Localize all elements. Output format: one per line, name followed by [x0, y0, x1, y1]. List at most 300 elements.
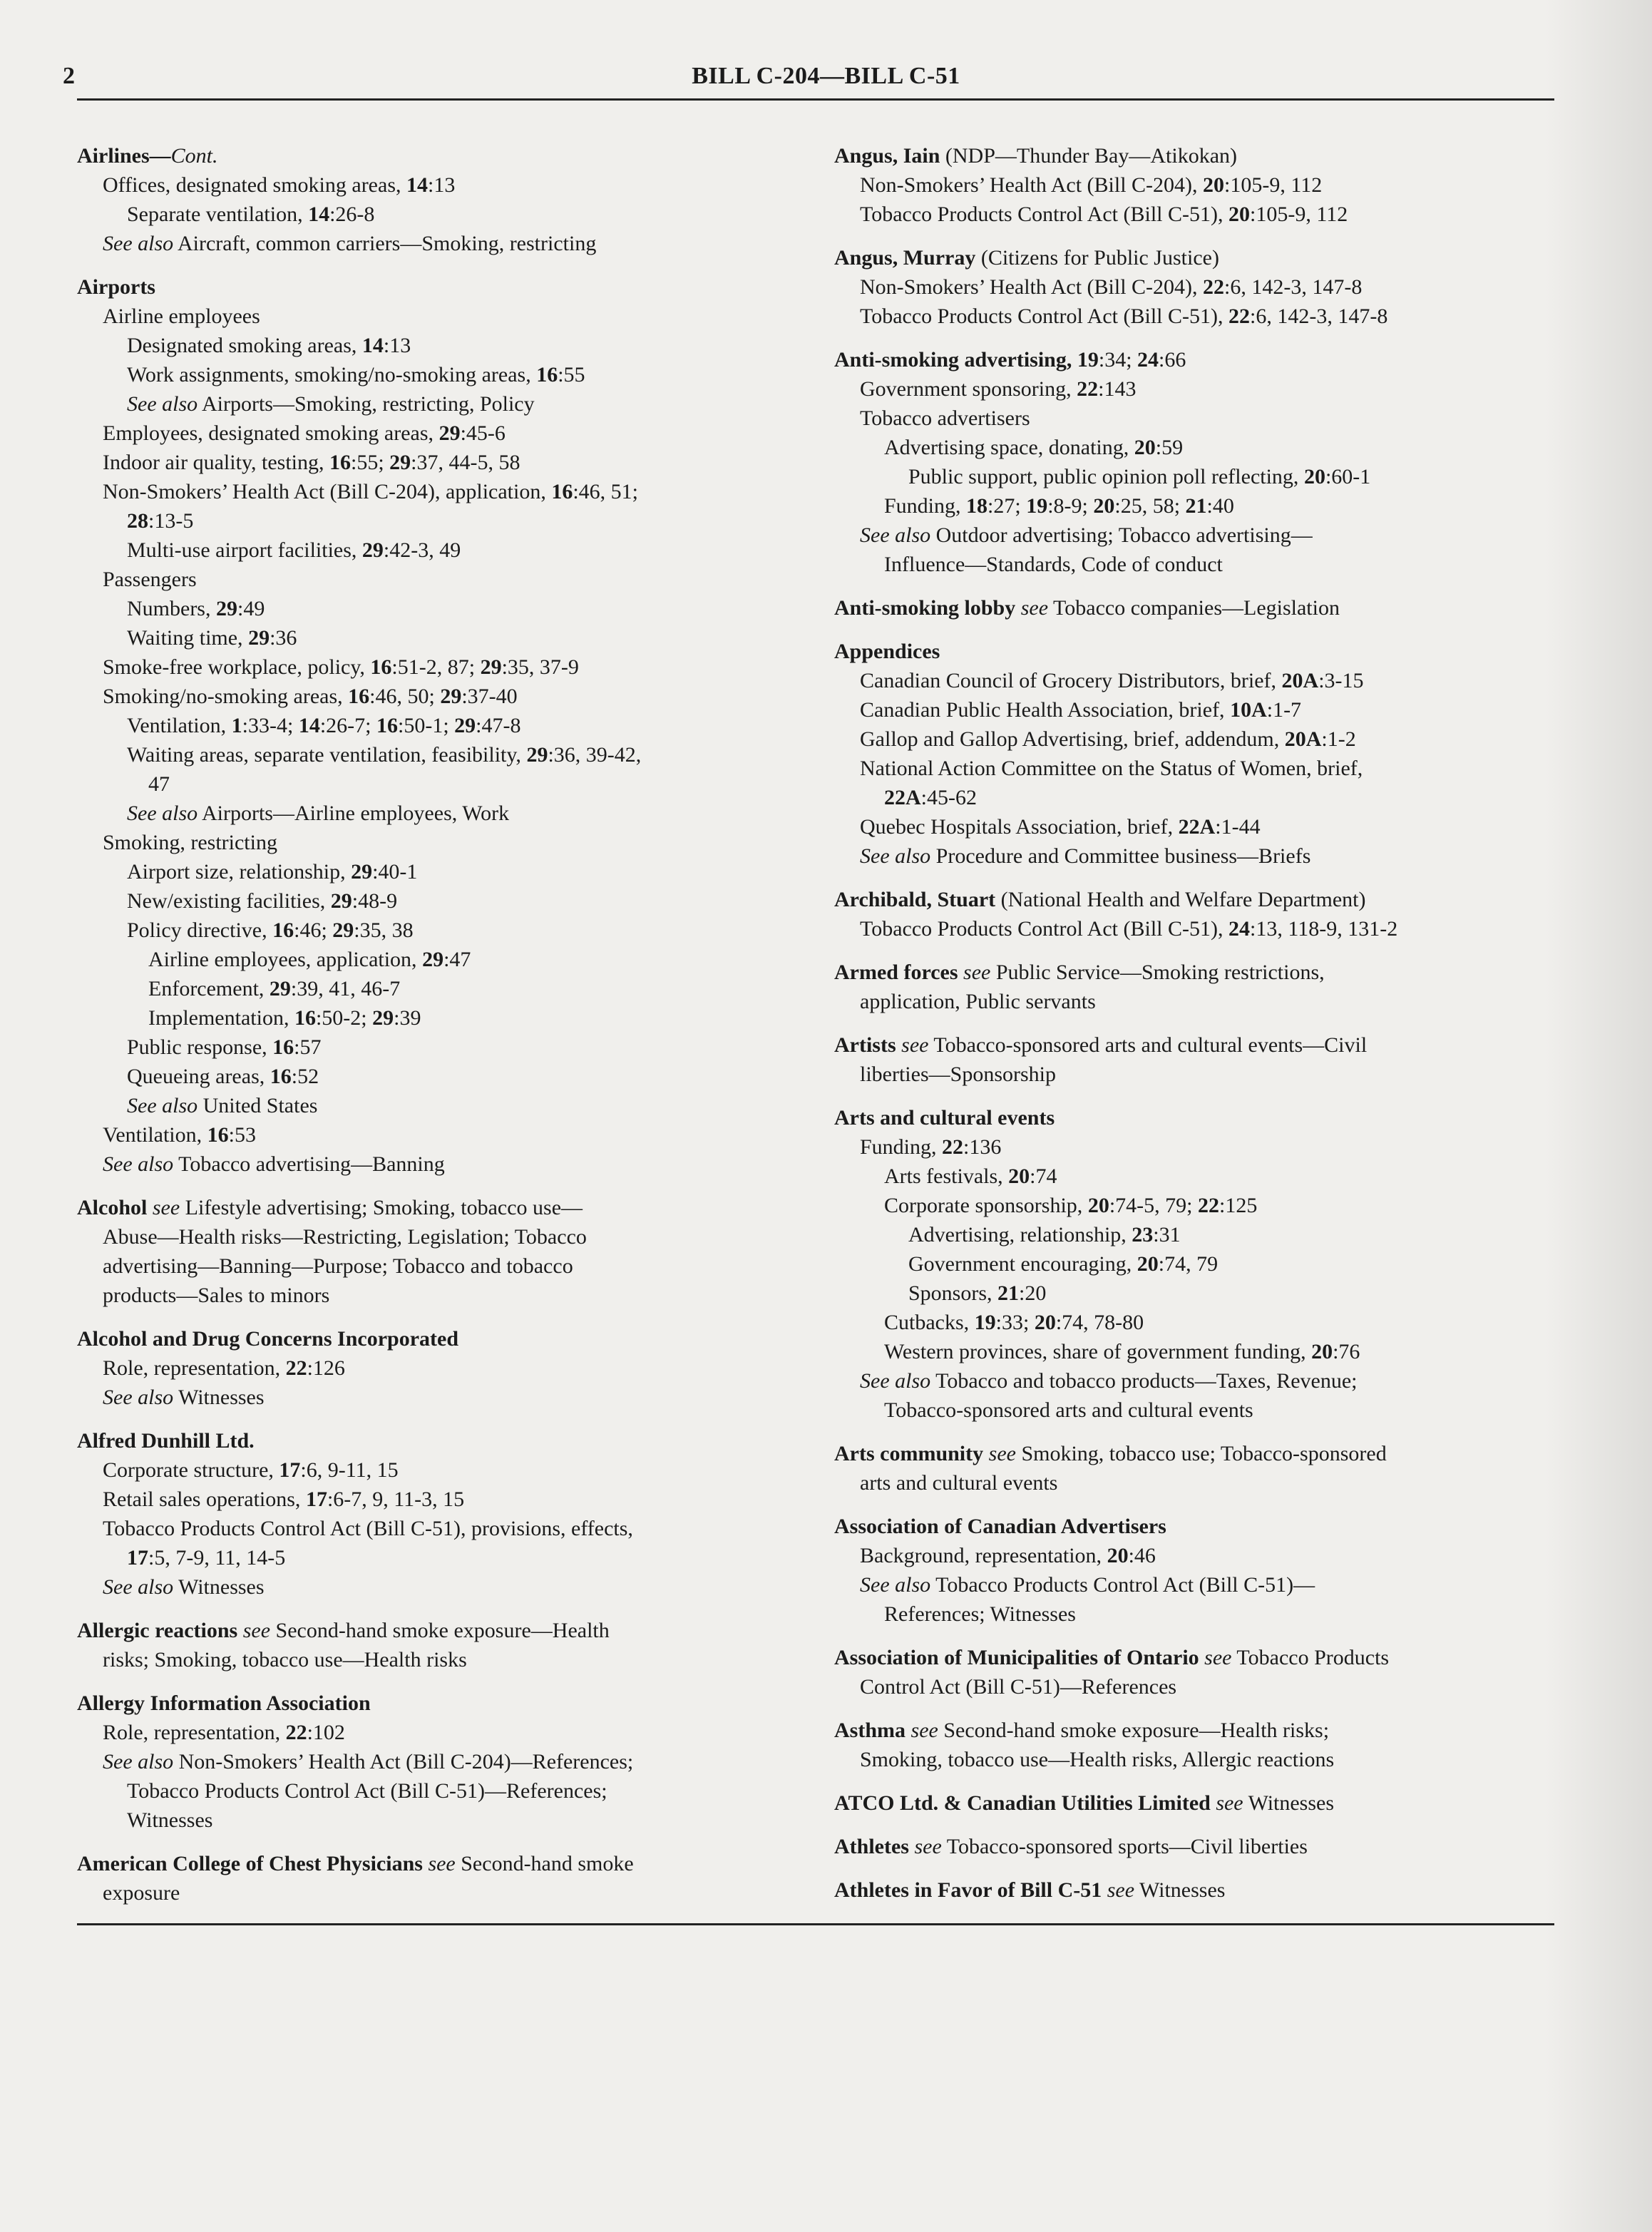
text-run: Tobacco Products Control Act (Bill C-51), [860, 203, 1229, 226]
text-run: References; Witnesses [884, 1602, 1076, 1626]
page-edge-shadow [1545, 0, 1652, 2232]
text-run: :36, 39-42, [548, 743, 642, 767]
italic-text: see [428, 1852, 456, 1875]
bold-text: Arts community [834, 1442, 984, 1465]
text-run: Canadian Council of Grocery Distributors, brief, [860, 669, 1282, 692]
bold-text: Airlines— [77, 144, 171, 168]
text-run: Airline employees, application, [148, 948, 423, 971]
text-run: :60-1 [1325, 465, 1371, 488]
entry-subline [77, 389, 790, 419]
entry-subline [77, 1003, 790, 1033]
text-run: Policy directive, [127, 918, 273, 942]
text-run: United States [197, 1094, 318, 1117]
index-entry [834, 1716, 1554, 1774]
bold-text: 14 [406, 173, 428, 197]
text-run [147, 1196, 153, 1219]
footer-rule [77, 1923, 1554, 1925]
italic-text: Cont. [170, 144, 218, 168]
right-index-column [834, 141, 1554, 1919]
entry-subline [834, 1308, 1554, 1337]
entry-heading [834, 637, 1554, 666]
bold-text: 29 [372, 1006, 394, 1030]
entry-subline [834, 666, 1554, 695]
text-run: Smoking/no-smoking areas, [103, 685, 349, 708]
italic-text: see [1204, 1646, 1232, 1669]
text-run: :74, 79 [1158, 1252, 1219, 1276]
text-run: :50-1; [398, 714, 455, 737]
bold-text: 16 [270, 1065, 292, 1088]
entry-subline [77, 1150, 790, 1179]
bold-text: 16 [551, 480, 573, 503]
entry-subline [77, 594, 790, 623]
text-run: :27; [987, 494, 1027, 518]
index-entry [77, 1689, 790, 1835]
text-run: :33; [995, 1311, 1035, 1334]
text-run: arts and cultural events [860, 1471, 1058, 1495]
text-run: :6, 9-11, 15 [300, 1458, 399, 1482]
entry-subline [77, 1222, 790, 1251]
entry-subline [834, 521, 1554, 550]
entry-heading [77, 141, 790, 170]
entry-heading [834, 141, 1554, 170]
text-run: :45-62 [920, 786, 977, 809]
entry-heading [834, 1512, 1554, 1541]
entry-subline [834, 1745, 1554, 1774]
text-run: Tobacco Products Control Act (Bill C-51)—References; [127, 1779, 607, 1803]
text-run: Airports—Airline employees, Work [197, 802, 510, 825]
index-entry [77, 1193, 790, 1310]
entry-heading [834, 345, 1554, 374]
bold-text: 16 [376, 714, 398, 737]
bold-text: 29 [480, 655, 502, 679]
entry-subline [77, 1806, 790, 1835]
entry-heading [834, 1832, 1554, 1861]
index-entry [77, 1324, 790, 1412]
entry-subline [834, 783, 1554, 812]
entry-subline [834, 1191, 1554, 1220]
bold-text: 14 [308, 203, 330, 226]
bold-text: Allergic reactions [77, 1619, 238, 1642]
entry-subline [834, 1599, 1554, 1629]
text-run: :52 [291, 1065, 319, 1088]
text-run: Influence—Standards, Code of conduct [884, 553, 1223, 576]
text-run: Role, representation, [103, 1356, 286, 1380]
text-run: Advertising space, donating, [884, 436, 1134, 459]
entry-subline [77, 1281, 790, 1310]
entry-heading [834, 1788, 1554, 1818]
text-run: Tobacco Products Control Act (Bill C-51)— [930, 1573, 1315, 1597]
text-run: exposure [103, 1881, 180, 1905]
bold-text: 24 [1228, 917, 1251, 941]
text-run: :59 [1155, 436, 1184, 459]
bold-text: Alcohol [77, 1196, 148, 1219]
bold-text: Anti-smoking advertising, [834, 348, 1077, 372]
italic-text: see [1216, 1791, 1243, 1815]
bold-text: Anti-smoking lobby [834, 596, 1016, 620]
text-run: Witnesses [1243, 1791, 1335, 1815]
text-run: Sponsors, [908, 1281, 998, 1305]
entry-heading [77, 1193, 790, 1222]
bold-text: 17 [279, 1458, 301, 1482]
text-run: :47-8 [476, 714, 521, 737]
entry-subline [834, 695, 1554, 725]
text-run: Retail sales operations, [103, 1488, 306, 1511]
text-run: :136 [963, 1135, 1002, 1159]
bold-text: 22 [942, 1135, 964, 1159]
text-run: Separate ventilation, [127, 203, 309, 226]
text-run: Witnesses [173, 1386, 265, 1409]
bold-text: 20 [1034, 1311, 1056, 1334]
text-run: :13, 118-9, 131-2 [1250, 917, 1398, 941]
text-run: Public response, [127, 1035, 273, 1059]
bold-text: 29 [330, 889, 352, 913]
text-run: Smoking, tobacco use; Tobacco-sponsored [1015, 1442, 1387, 1465]
bold-text: 20 [1203, 173, 1225, 197]
italic-text: See also [860, 523, 931, 547]
entry-subline [77, 536, 790, 565]
bold-text: 22 [285, 1356, 307, 1380]
text-run: :36 [270, 626, 297, 650]
entry-subline [77, 1383, 790, 1412]
text-run: :40 [1206, 494, 1234, 518]
entry-subline [77, 652, 790, 682]
index-entry [77, 1616, 790, 1674]
index-entry [834, 243, 1554, 331]
text-run: :5, 7-9, 11, 14-5 [148, 1546, 286, 1570]
text-run: :46 [1128, 1544, 1156, 1567]
text-run: Non-Smokers’ Health Act (Bill C-204)—References; [173, 1750, 634, 1773]
entry-subline [834, 1366, 1554, 1396]
index-entry [77, 1426, 790, 1602]
italic-text: See also [103, 1750, 174, 1773]
text-run: Offices, designated smoking areas, [103, 173, 406, 197]
text-run: 47 [148, 772, 170, 796]
bold-text: 19 [1077, 348, 1099, 372]
entry-subline [77, 740, 790, 769]
index-entry [834, 1103, 1554, 1425]
text-run: Ventilation, [103, 1123, 207, 1147]
header-rule [77, 98, 1554, 101]
text-run: :31 [1153, 1223, 1181, 1246]
text-run: :57 [294, 1035, 322, 1059]
bold-text: 29 [526, 743, 548, 767]
bold-text: 19 [974, 1311, 996, 1334]
text-run: Indoor air quality, testing, [103, 451, 329, 474]
bold-text: 29 [361, 538, 384, 562]
text-run: :74, 78-80 [1055, 1311, 1144, 1334]
italic-text: See also [860, 1573, 931, 1597]
text-run: :46; [294, 918, 333, 942]
entry-subline [834, 1162, 1554, 1191]
index-entry [77, 1849, 790, 1908]
entry-subline [834, 1249, 1554, 1279]
text-run: Tobacco advertisers [860, 406, 1030, 430]
bold-text: 16 [536, 363, 558, 386]
entry-subline [834, 1468, 1554, 1498]
italic-text: See also [127, 1094, 198, 1117]
entry-heading [834, 1875, 1554, 1905]
text-run: :50-2; [315, 1006, 373, 1030]
bold-text: 20 [1137, 1252, 1159, 1276]
text-run: Waiting time, [127, 626, 249, 650]
bold-text: 21 [1185, 494, 1207, 518]
text-run: :35, 37-9 [501, 655, 579, 679]
entry-subline [77, 331, 790, 360]
bold-text: 29 [440, 685, 462, 708]
entry-subline [77, 682, 790, 711]
text-run: Designated smoking areas, [127, 334, 362, 357]
bold-text: Athletes in Favor of Bill C-51 [834, 1878, 1102, 1902]
bold-text: 17 [305, 1488, 327, 1511]
entry-heading [834, 1439, 1554, 1468]
text-run: Background, representation, [860, 1544, 1107, 1567]
text-run: :45-6 [460, 421, 506, 445]
entry-subline [77, 302, 790, 331]
text-run: :53 [228, 1123, 256, 1147]
text-run: Cutbacks, [884, 1311, 975, 1334]
italic-text: See also [103, 1386, 174, 1409]
entry-subline [834, 404, 1554, 433]
text-run: Arts festivals, [884, 1164, 1009, 1188]
text-run [237, 1619, 243, 1642]
text-run: Airline employees [103, 304, 260, 328]
text-run [1015, 596, 1021, 620]
entry-subline [834, 914, 1554, 943]
bold-text: 16 [294, 1006, 316, 1030]
entry-heading [834, 1103, 1554, 1132]
text-run: :39, 41, 46-7 [290, 977, 401, 1000]
entry-subline [77, 1062, 790, 1091]
entry-subline [77, 916, 790, 945]
entry-subline [834, 1672, 1554, 1701]
bold-text: 29 [454, 714, 476, 737]
bold-text: 16 [329, 451, 351, 474]
text-run: :13-5 [148, 509, 194, 533]
text-run: Abuse—Health risks—Restricting, Legislation; Tobacco [103, 1225, 587, 1249]
bold-text: 22 [1228, 304, 1251, 328]
text-run: Numbers, [127, 597, 216, 620]
index-entry [834, 1512, 1554, 1629]
bold-text: 29 [389, 451, 411, 474]
bold-text: 20 [1303, 465, 1325, 488]
bold-text: Allergy Information Association [77, 1691, 371, 1715]
entry-subline [77, 1878, 790, 1908]
text-run: Tobacco and tobacco products—Taxes, Revenue; [930, 1369, 1358, 1393]
entry-subline [834, 491, 1554, 521]
text-run: Second-hand smoke [455, 1852, 634, 1875]
entry-subline [77, 1718, 790, 1747]
text-run: :105-9, 112 [1224, 173, 1323, 197]
entry-subline [834, 841, 1554, 871]
index-entry [834, 1030, 1554, 1089]
bold-text: 16 [272, 1035, 294, 1059]
text-run: (National Health and Welfare Department) [995, 888, 1366, 911]
text-run: Ventilation, [127, 714, 232, 737]
text-run: Government sponsoring, [860, 377, 1077, 401]
entry-heading [77, 1616, 790, 1645]
text-run: :42-3, 49 [383, 538, 461, 562]
bold-text: Association of Municipalities of Ontario [834, 1646, 1199, 1669]
entry-subline [834, 725, 1554, 754]
entry-subline [77, 1033, 790, 1062]
index-entry [834, 141, 1554, 229]
bold-text: 29 [351, 860, 373, 884]
text-run: Non-Smokers’ Health Act (Bill C-204), [860, 275, 1204, 299]
entry-subline [834, 754, 1554, 783]
bold-text: Athletes [834, 1835, 909, 1858]
bold-text: Appendices [834, 640, 940, 663]
bold-text: ATCO Ltd. & Canadian Utilities Limited [834, 1791, 1211, 1815]
italic-text: see [901, 1033, 929, 1057]
text-run: Public Service—Smoking restrictions, [990, 961, 1325, 984]
text-run: Tobacco-sponsored arts and cultural events—Civil [928, 1033, 1368, 1057]
entry-subline [77, 419, 790, 448]
text-run: :55; [351, 451, 390, 474]
text-run: :1-2 [1321, 727, 1356, 751]
text-run: Airports—Smoking, restricting, Policy [197, 392, 535, 416]
bold-text: 16 [370, 655, 392, 679]
text-run: Non-Smokers’ Health Act (Bill C-204), [860, 173, 1204, 197]
entry-subline [834, 1060, 1554, 1089]
text-run: Tobacco Products Control Act (Bill C-51), [860, 304, 1229, 328]
entry-heading [834, 885, 1554, 914]
italic-text: see [910, 1719, 938, 1742]
text-run: Western provinces, share of government funding, [884, 1340, 1312, 1363]
text-run: Government encouraging, [908, 1252, 1137, 1276]
text-run: :51-2, 87; [391, 655, 481, 679]
text-run: Corporate structure, [103, 1458, 279, 1482]
text-run: :66 [1159, 348, 1186, 372]
italic-text: see [152, 1196, 180, 1219]
text-run: National Action Committee on the Status of Women, brief, [860, 757, 1363, 780]
entry-subline [834, 433, 1554, 462]
bold-text: 20 [1093, 494, 1115, 518]
entry-heading [77, 1324, 790, 1353]
index-entry [834, 1439, 1554, 1498]
entry-heading [834, 593, 1554, 623]
entry-subline [834, 462, 1554, 491]
italic-text: see [1020, 596, 1049, 620]
entry-subline [77, 170, 790, 200]
text-run: Waiting areas, separate ventilation, feasibility, [127, 743, 527, 767]
bold-text: 22A [1178, 815, 1216, 839]
left-index-column [77, 141, 790, 1922]
index-entry [834, 637, 1554, 871]
text-run: :20 [1019, 1281, 1047, 1305]
bold-text: Armed forces [834, 961, 958, 984]
bold-text: Alcohol and Drug Concerns Incorporated [77, 1327, 459, 1351]
bold-text: 14 [361, 334, 384, 357]
entry-subline [834, 812, 1554, 841]
text-run: :55 [558, 363, 585, 386]
text-run: :26-8 [329, 203, 375, 226]
text-run: risks; Smoking, tobacco use—Health risks [103, 1648, 467, 1672]
bold-text: 10A [1230, 698, 1267, 722]
text-run: :37-40 [461, 685, 518, 708]
bold-text: 29 [215, 597, 237, 620]
entry-heading [77, 1689, 790, 1718]
text-run: :74-5, 79; [1109, 1194, 1198, 1217]
bold-text: 29 [248, 626, 270, 650]
text-run: application, Public servants [860, 990, 1096, 1013]
text-run: :3-15 [1318, 669, 1364, 692]
entry-subline [77, 711, 790, 740]
text-run: Control Act (Bill C-51)—References [860, 1675, 1177, 1699]
entry-subline [77, 974, 790, 1003]
text-run: Second-hand smoke exposure—Health risks; [938, 1719, 1330, 1742]
bold-text: 29 [422, 948, 444, 971]
bold-text: 21 [997, 1281, 1020, 1305]
index-entry [77, 272, 790, 1179]
text-run: :8-9; [1047, 494, 1094, 518]
text-run: Gallop and Gallop Advertising, brief, addendum, [860, 727, 1285, 751]
bold-text: 29 [332, 918, 354, 942]
text-run [983, 1442, 989, 1465]
bold-text: Angus, Murray [834, 246, 976, 270]
text-run: liberties—Sponsorship [860, 1063, 1056, 1086]
bold-text: 22 [1197, 1194, 1219, 1217]
bold-text: 20 [1311, 1340, 1333, 1363]
entry-subline [77, 1572, 790, 1602]
text-run [958, 961, 964, 984]
bold-text: Archibald, Stuart [834, 888, 996, 911]
entry-subline [77, 857, 790, 886]
bold-text: 28 [127, 509, 148, 533]
entry-subline [77, 360, 790, 389]
entry-subline [77, 1455, 790, 1485]
entry-subline [77, 828, 790, 857]
text-run: products—Sales to minors [103, 1284, 330, 1307]
text-run: :76 [1333, 1340, 1360, 1363]
entry-heading [834, 243, 1554, 272]
entry-subline [834, 987, 1554, 1016]
entry-heading [77, 272, 790, 302]
entry-heading [77, 1849, 790, 1878]
text-run: :1-7 [1266, 698, 1302, 722]
entry-subline [77, 565, 790, 594]
text-run: :25, 58; [1114, 494, 1186, 518]
entry-subline [834, 272, 1554, 302]
page-title: BILL C-204—BILL C-51 [692, 63, 960, 89]
bold-text: 20 [1134, 436, 1156, 459]
text-run: :105-9, 112 [1250, 203, 1348, 226]
entry-heading [834, 958, 1554, 987]
text-run: Funding, [860, 1135, 943, 1159]
bold-text: 20 [1107, 1544, 1129, 1567]
entry-subline [77, 229, 790, 258]
entry-subline [834, 374, 1554, 404]
bold-text: 16 [207, 1123, 229, 1147]
bold-text: 22 [1077, 377, 1099, 401]
text-run: :49 [237, 597, 265, 620]
bold-text: 29 [269, 977, 291, 1000]
text-run: Witnesses [173, 1575, 265, 1599]
text-run: Funding, [884, 494, 967, 518]
text-run: :125 [1219, 1194, 1258, 1217]
entry-heading [834, 1643, 1554, 1672]
entry-subline [834, 1220, 1554, 1249]
text-run [1102, 1878, 1107, 1902]
text-run: :48-9 [352, 889, 398, 913]
entry-subline [77, 1514, 790, 1543]
text-run: :13 [383, 334, 411, 357]
text-run: Second-hand smoke exposure—Health [270, 1619, 610, 1642]
italic-text: See also [860, 1369, 931, 1393]
entry-subline [834, 1396, 1554, 1425]
bold-text: Asthma [834, 1719, 906, 1742]
text-run: Passengers [103, 568, 197, 591]
entry-subline [834, 1337, 1554, 1366]
